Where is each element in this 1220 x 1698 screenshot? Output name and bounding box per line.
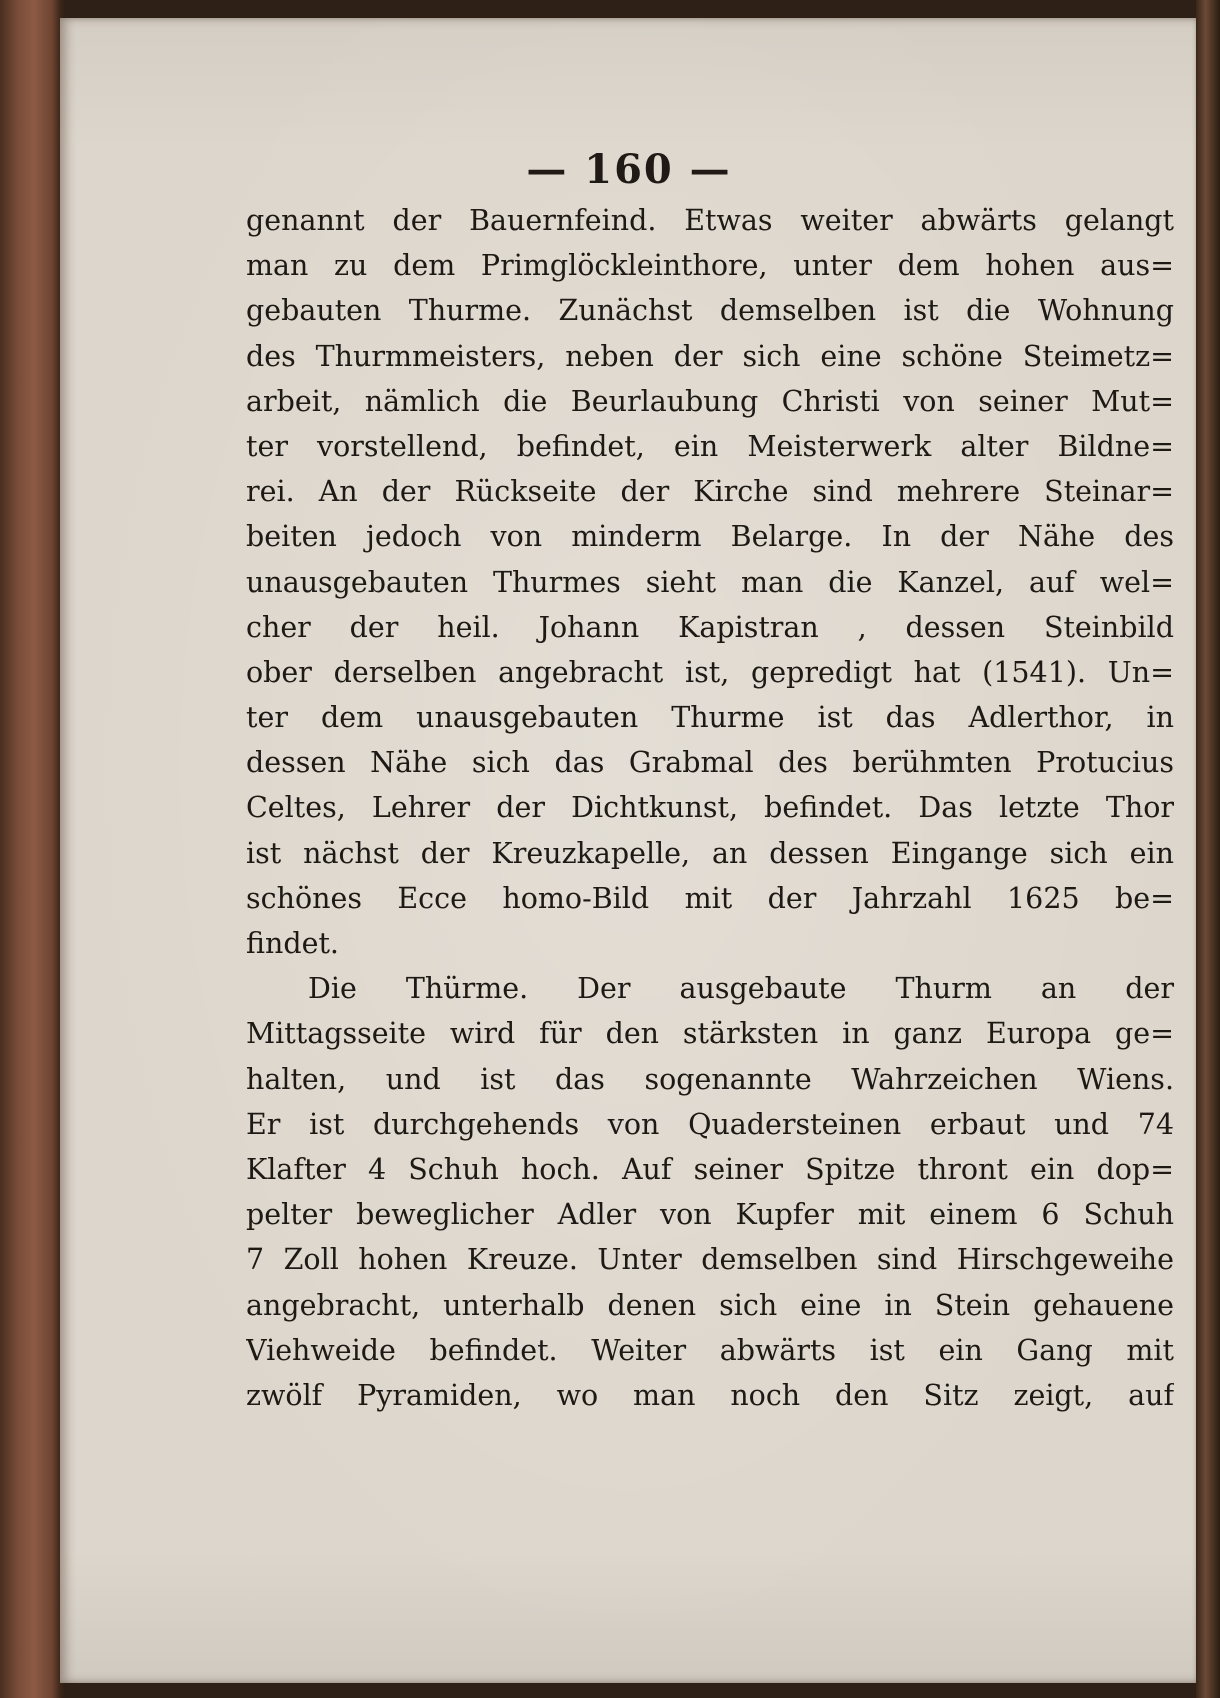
text-line: dessen Nähe sich das Grabmal des berühmten Protucius: [246, 746, 1174, 780]
text-line: gebauten Thurme. Zunächst demselben ist die Wohnung: [246, 294, 1174, 328]
text-line: Mittagsseite wird für den stärksten in ganz Europa ge=: [246, 1017, 1174, 1051]
text-line: ter dem unausgebauten Thurme ist das Adlerthor, in: [246, 701, 1174, 735]
text-line: beiten jedoch von minderm Belarge. In der Nähe des: [246, 520, 1174, 554]
text-line: rei. An der Rückseite der Kirche sind mehrere Steinar=: [246, 475, 1174, 509]
book-edge: [1196, 0, 1220, 1698]
paragraph-start-line: Die Thürme. Der ausgebaute Thurm an der: [308, 972, 1174, 1006]
page-number: — 160 —: [526, 146, 732, 193]
text-line: ter vorstellend, befindet, ein Meisterwerk alter Bildne=: [246, 429, 1174, 463]
text-line: Celtes, Lehrer der Dichtkunst, befindet. Das letzte Thor: [246, 791, 1174, 825]
text-line: pelter beweglicher Adler von Kupfer mit einem 6 Schuh: [246, 1198, 1174, 1232]
book-page: [60, 18, 1198, 1683]
text-line: Viehweide befindet. Weiter abwärts ist ein Gang mit: [246, 1333, 1174, 1367]
text-line: Er ist durchgehends von Quadersteinen erbaut und 74: [246, 1107, 1174, 1141]
text-line: angebracht, unterhalb denen sich eine in Stein gehauene: [246, 1288, 1174, 1322]
text-line: halten, und ist das sogenannte Wahrzeichen Wiens.: [246, 1062, 1174, 1096]
body-text: [246, 198, 1174, 1418]
text-line: arbeit, nämlich die Beurlaubung Christi von seiner Mut=: [246, 384, 1174, 418]
text-line: zwölf Pyramiden, wo man noch den Sitz zeigt, auf: [246, 1378, 1174, 1412]
text-line: schönes Ecce homo-Bild mit der Jahrzahl 1625 be=: [246, 881, 1174, 915]
text-line: cher der heil. Johann Kapistran , dessen Steinbild: [246, 610, 1174, 644]
text-line: des Thurmmeisters, neben der sich eine schöne Steimetz=: [246, 339, 1174, 373]
text-line: Klafter 4 Schuh hoch. Auf seiner Spitze thront ein dop=: [246, 1152, 1174, 1186]
text-line: genannt der Bauernfeind. Etwas weiter abwärts gelangt: [246, 204, 1174, 237]
text-line: unausgebauten Thurmes sieht man die Kanzel, auf wel=: [246, 565, 1174, 599]
text-line: ober derselben angebracht ist, gepredigt hat (1541). Un=: [246, 655, 1174, 689]
text-line: man zu dem Primglöckleinthore, unter dem hohen aus=: [246, 249, 1174, 283]
text-line: 7 Zoll hohen Kreuze. Unter demselben sind Hirschgeweihe: [246, 1243, 1174, 1277]
text-line: findet.: [246, 927, 339, 960]
text-line: ist nächst der Kreuzkapelle, an dessen Eingange sich ein: [246, 836, 1174, 870]
